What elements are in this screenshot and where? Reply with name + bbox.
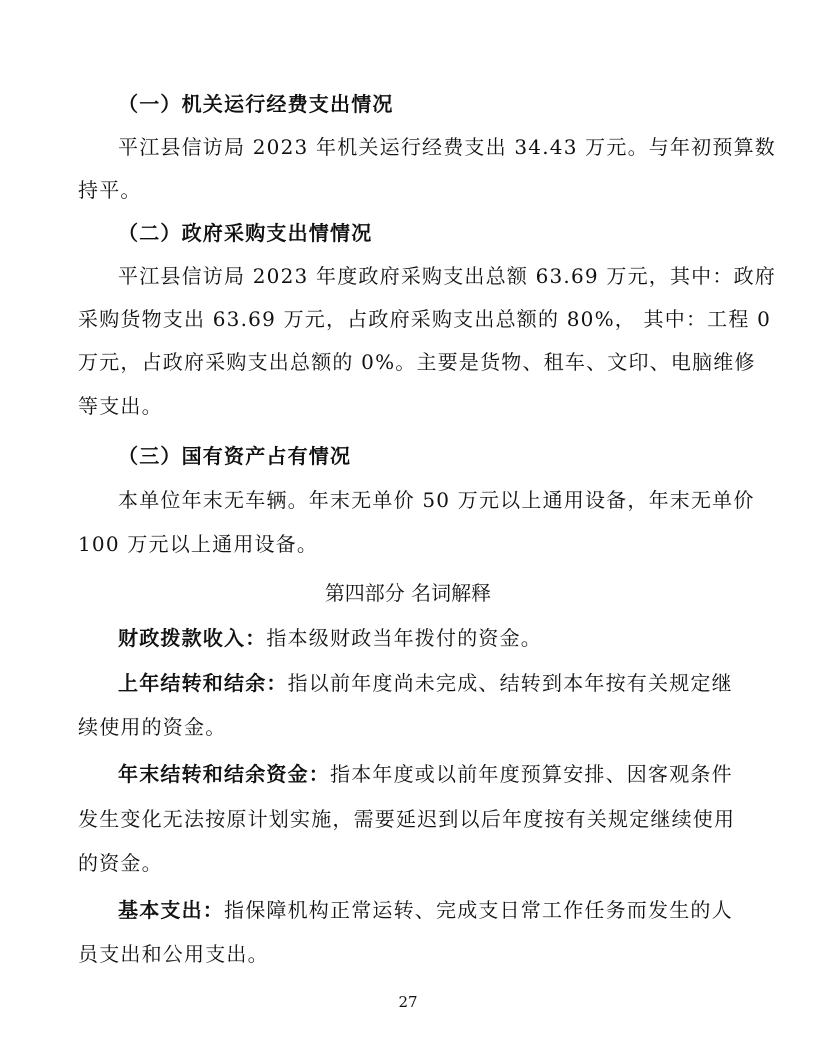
paragraph-line: 平江县信访局 2023 年机关运行经费支出 34.43 万元。与年初预算数 [118,135,776,159]
paragraph-line: 本单位年末无车辆。年末无单价 50 万元以上通用设备，年末无单价 [118,488,755,512]
definition-line [118,624,750,652]
paragraph-line: 采购货物支出 63.69 万元，占政府采购支出总额的 80%， 其中：工程 0 [78,307,772,331]
definition-text: 指以前年度尚未完成、结转到本年按有关规定继 [287,671,733,695]
term-label: 基本支出： [118,898,224,922]
paragraph-line: 等支出。 [78,394,163,418]
page-number: 27 [398,993,418,1011]
definition-text: 指保障机构正常运转、完成支日常工作任务而发生的人 [224,898,733,922]
definition-line [118,669,750,697]
paragraph-line: 万元，占政府采购支出总额的 0%。主要是货物、租车、文印、电脑维修 [78,350,756,374]
term-label: 上年结转和结余： [118,671,288,695]
paragraph-line: 100 万元以上通用设备。 [78,532,319,556]
paragraph-line: 续使用的资金。 [78,715,227,739]
part-four-title: 第四部分 名词解释 [324,581,492,605]
definition-text: 指本级财政当年拨付的资金。 [266,626,543,650]
term-label: 年末结转和结余资金： [118,762,330,786]
section-heading-3: （三）国有资产占有情况 [118,444,352,468]
paragraph-line: 的资金。 [78,851,163,875]
section-heading-1: （一）机关运行经费支出情况 [118,92,394,116]
definition-line [118,760,750,788]
definition-text: 指本年度或以前年度预算安排、因客观条件 [330,762,733,786]
paragraph-line: 平江县信访局 2023 年度政府采购支出总额 63.69 万元，其中：政府 [118,264,776,288]
paragraph-line: 持平。 [78,178,142,202]
paragraph-line: 发生变化无法按原计划实施，需要延迟到以后年度按有关规定继续使用 [78,807,736,831]
definition-line [118,896,750,924]
section-heading-2: （二）政府采购支出情情况 [118,221,373,245]
paragraph-line: 员支出和公用支出。 [78,942,269,966]
term-label: 财政拨款收入： [118,626,267,650]
